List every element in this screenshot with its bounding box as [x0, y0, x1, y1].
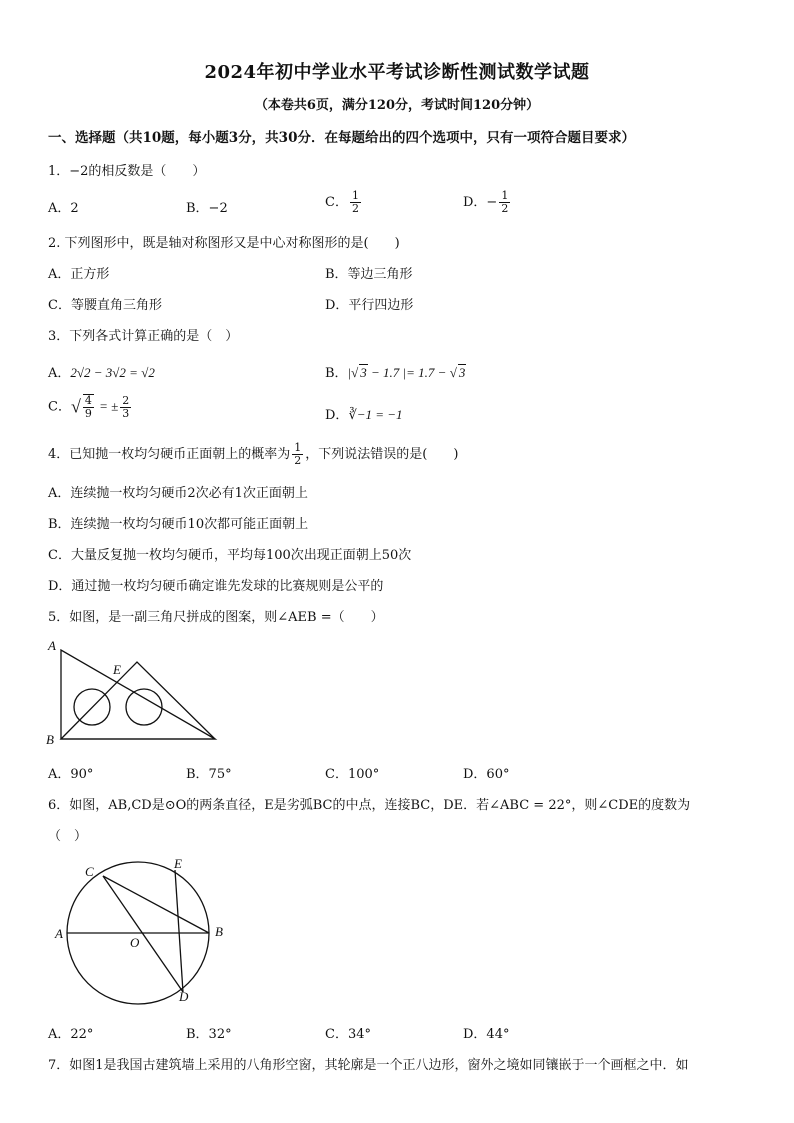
q3-option-c-equals: = ±: [95, 398, 119, 414]
fraction-numerator: 2: [122, 393, 130, 407]
q6-option-a: A．22°: [48, 1027, 94, 1042]
q2-option-d: D．平行四边形: [325, 298, 414, 313]
q3-option-b-label: B．: [325, 366, 348, 381]
q3-option-c-result-fraction: [120, 395, 131, 420]
q4-stem-part-b: ，下列说法错误的是( ): [305, 447, 459, 462]
radicand: 3: [360, 365, 367, 380]
q6-option-d: D．44°: [463, 1027, 510, 1042]
label-d: D: [179, 989, 189, 1004]
q4-stem-part-a: 4．已知抛一枚均匀硬币正面朝上的概率为: [48, 447, 291, 462]
fraction-numerator: 1: [351, 189, 359, 202]
radicand: 3: [458, 365, 466, 380]
figure-triangle-rulers: [40, 632, 230, 752]
fraction-denominator: 2: [501, 202, 509, 215]
radical-sign: √: [351, 365, 359, 380]
label-e: E: [174, 856, 182, 871]
question-7-stem: 7．如图1是我国古建筑墙上采用的八角形空窗，其轮廓是一个正八边形，窗外之境如同镶嵌于一个画框之中．如: [48, 1058, 689, 1073]
question-6-stem: 6．如图，AB,CD是⊙O的两条直径，E是劣弧BC的中点，连接BC，DE．若∠ABC = 22°，则∠CDE的度数为: [48, 798, 691, 813]
label-o: O: [130, 935, 140, 950]
q5-option-a: A．90°: [48, 767, 94, 782]
chord-de: [175, 870, 183, 992]
q1-option-c-fraction: [350, 190, 361, 215]
label-b: B: [46, 732, 54, 747]
q1-option-d-label: D．−: [463, 195, 498, 210]
q2-option-b: B．等边三角形: [325, 267, 413, 282]
q4-probability-fraction: [292, 442, 303, 467]
radical-sign: √: [449, 365, 457, 380]
q1-option-a: A．2: [48, 201, 79, 216]
fraction-denominator: 2: [351, 202, 359, 215]
fraction-denominator: 9: [84, 407, 92, 420]
q5-option-c: C．100°: [325, 767, 380, 782]
q1-option-b: B．−2: [186, 201, 228, 216]
q2-option-c: C．等腰直角三角形: [48, 298, 162, 313]
q3-option-c-label: C．: [48, 399, 71, 415]
q5-option-d: D．60°: [463, 767, 510, 782]
label-b: B: [215, 924, 223, 939]
q3-option-a-expression: 2√2 − 3√2 = √2: [70, 365, 155, 380]
q3-option-c: [48, 394, 133, 420]
fraction-denominator: 3: [122, 406, 130, 420]
q3-option-a-label: A．: [48, 366, 71, 381]
label-e: E: [113, 662, 121, 677]
q3-option-d: [325, 404, 403, 423]
radical-sign: √: [70, 396, 81, 417]
fraction-numerator: 1: [294, 441, 302, 454]
label-c: C: [85, 864, 94, 879]
fraction-numerator: 1: [501, 189, 509, 202]
q6-option-c: C．34°: [325, 1027, 371, 1042]
q3-option-c-radicand-fraction: [83, 394, 94, 420]
ruler-hole-right: [126, 689, 162, 725]
q2-option-a: A．正方形: [48, 267, 110, 282]
chord-bc: [103, 876, 209, 933]
figure-circle: [48, 852, 238, 1007]
question-3-stem: 3．下列各式计算正确的是（ ）: [48, 329, 239, 344]
q4-option-b: B．连续抛一枚均匀硬币10次都可能正面朝上: [48, 517, 309, 532]
fraction-numerator: 4: [84, 394, 92, 407]
q3-option-d-expression: ∛−1 = −1: [348, 407, 403, 422]
q1-option-d-fraction: [499, 190, 510, 215]
q1-option-c-label: C．: [325, 195, 348, 210]
q6-option-b: B．32°: [186, 1027, 232, 1042]
question-6-stem-continued: （ ）: [48, 829, 88, 844]
q3-option-a: [48, 362, 155, 381]
q4-option-d: D．通过抛一枚均匀硬币确定谁先发球的比赛规则是公平的: [48, 579, 384, 594]
triangle-ruler-45: [61, 662, 215, 739]
page-subtitle: （本卷共6页，满分120分，考试时间120分钟）: [254, 98, 540, 113]
question-1-stem: 1．−2的相反数是（ ）: [48, 164, 206, 179]
q3-option-b-middle: − 1.7 |= 1.7 −: [367, 365, 450, 380]
q1-option-d: [463, 190, 512, 215]
question-5-stem: 5．如图，是一副三角尺拼成的图案，则∠AEB =（ ）: [48, 610, 384, 625]
diameter-cd: [103, 876, 183, 992]
question-2-stem: 2. 下列图形中，既是轴对称图形又是中心对称图形的是( ): [48, 236, 400, 251]
q3-option-b-bar: |: [347, 365, 352, 380]
q4-option-c: C．大量反复抛一枚均匀硬币，平均每100次出现正面朝上50次: [48, 548, 412, 563]
q3-option-b: [325, 362, 466, 381]
q1-option-c: [325, 190, 363, 215]
page-title: 2024年初中学业水平考试诊断性测试数学试题: [204, 62, 590, 83]
q4-option-a: A．连续抛一枚均匀硬币2次必有1次正面朝上: [48, 486, 308, 501]
label-a: A: [48, 638, 56, 653]
fraction-denominator: 2: [294, 454, 302, 467]
q5-option-b: B．75°: [186, 767, 232, 782]
question-4-stem: [48, 442, 458, 467]
label-a: A: [55, 926, 63, 941]
q3-option-d-label: D．: [325, 408, 349, 423]
section-heading: 一、选择题（共10题，每小题3分，共30分．在每题给出的四个选项中，只有一项符合题目要求）: [48, 130, 635, 146]
